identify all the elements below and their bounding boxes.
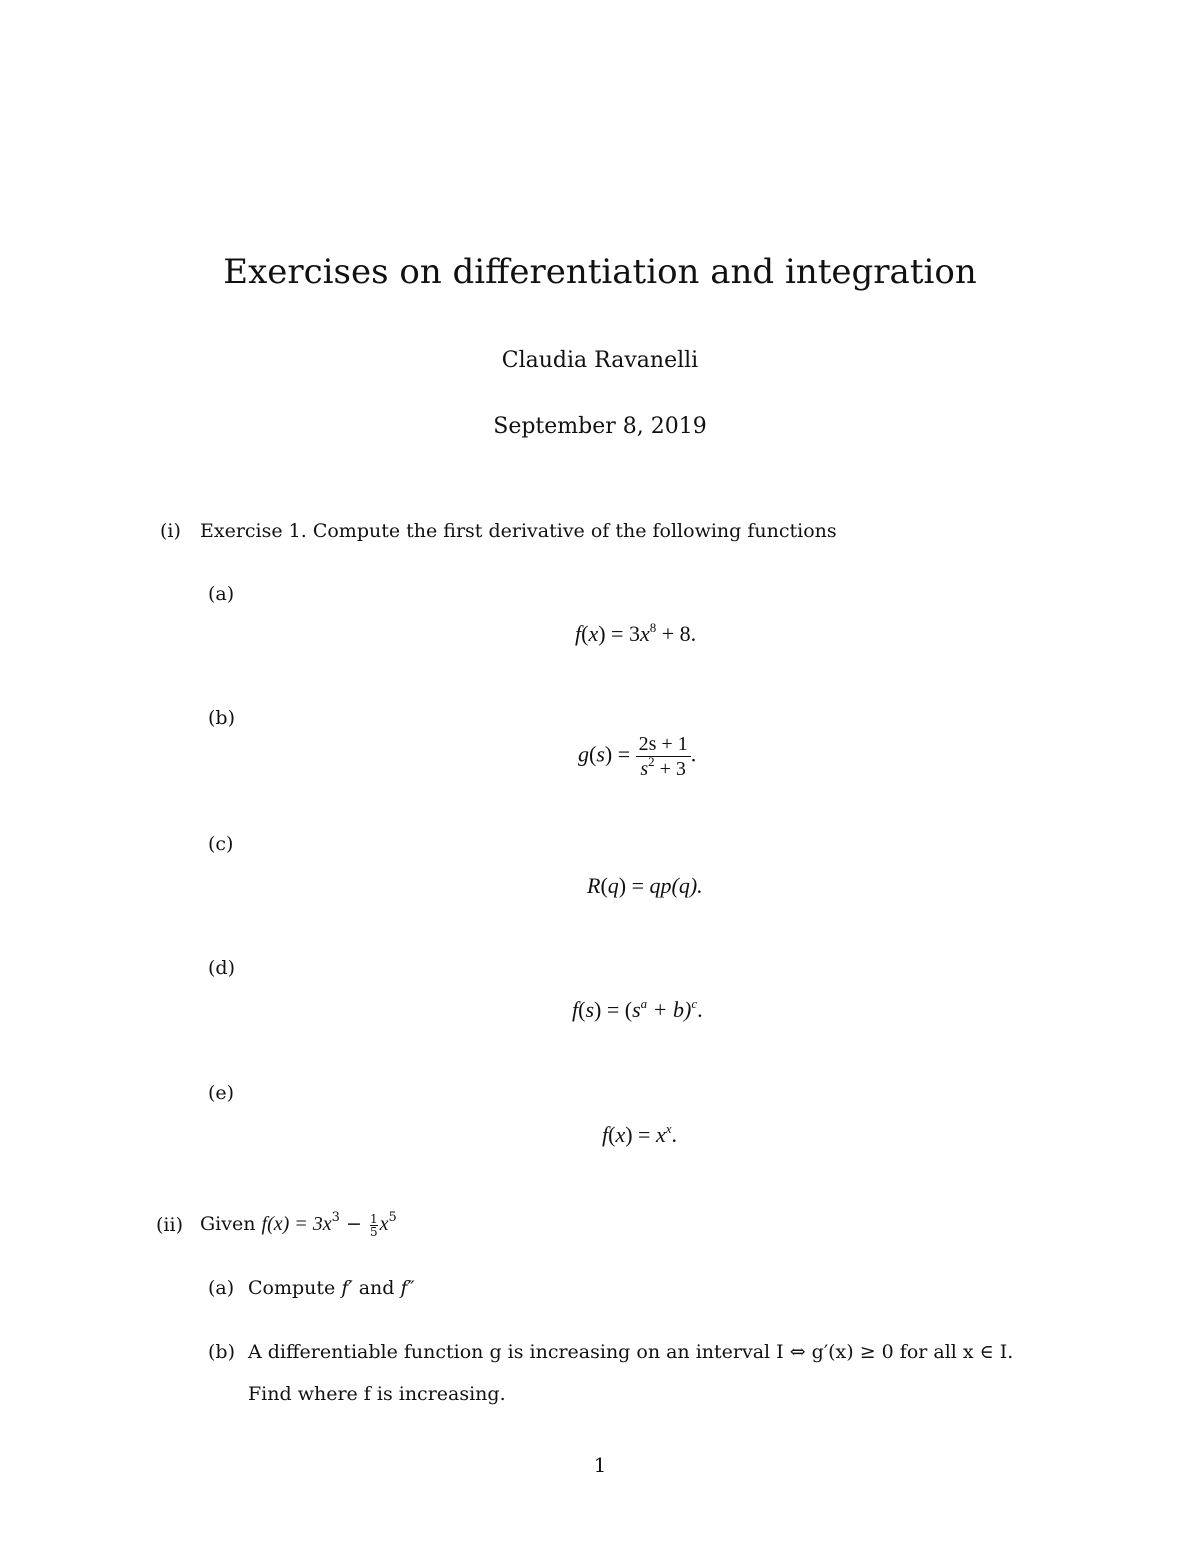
fraction-one-fifth: $\frac{1}{5}$ bbox=[369, 1211, 378, 1239]
exercise-1b-label: (b) bbox=[208, 707, 235, 729]
exercise-1-prompt: Exercise 1. Compute the first derivative of the following functions bbox=[200, 520, 837, 542]
exercise-1c-label: (c) bbox=[208, 833, 234, 855]
author-name: Claudia Ravanelli bbox=[501, 348, 699, 373]
exercise-2-given: Given $f(x) = 3x^3$ − $\frac{1}{5}$ $x^5$ bbox=[200, 1210, 397, 1239]
exercise-2a-label: (a) bbox=[208, 1277, 235, 1299]
exercise-1a-label: (a) bbox=[208, 583, 235, 605]
document-title: Exercises on differentiation and integration bbox=[223, 252, 977, 292]
exercise-1-marker: (i) bbox=[160, 520, 181, 542]
exercise-1e-label: (e) bbox=[208, 1082, 235, 1104]
exercise-2a-text: Compute f′ and f″ bbox=[248, 1277, 415, 1299]
document-date: September 8, 2019 bbox=[493, 414, 707, 439]
fraction-1b: $\frac{2s + 1}{s^2 + 3}$ bbox=[636, 732, 691, 781]
equation-1a: $f(x) = 3x^8 + 8$. bbox=[575, 620, 697, 646]
exercise-1d-label: (d) bbox=[208, 957, 235, 979]
exercise-2b-line1: A differentiable function g is increasing on an interval I ⇔ g′(x) ≥ 0 for all x ∈ I. bbox=[248, 1341, 1014, 1363]
equation-1b: g(s) = $\frac{2s + 1}{s^2 + 3}$ . bbox=[578, 733, 697, 780]
exercise-2b-line2: Find where f is increasing. bbox=[248, 1383, 506, 1405]
equation-1c: R(q) = qp(q). bbox=[587, 873, 703, 898]
exercise-2b-label: (b) bbox=[208, 1341, 235, 1363]
equation-1d: $f(s) = (s^a + b)^c$. bbox=[572, 996, 703, 1022]
exercise-2-marker: (ii) bbox=[156, 1214, 183, 1236]
page-number: 1 bbox=[593, 1453, 607, 1477]
equation-1e: $f(x) = x^x$. bbox=[602, 1121, 677, 1147]
